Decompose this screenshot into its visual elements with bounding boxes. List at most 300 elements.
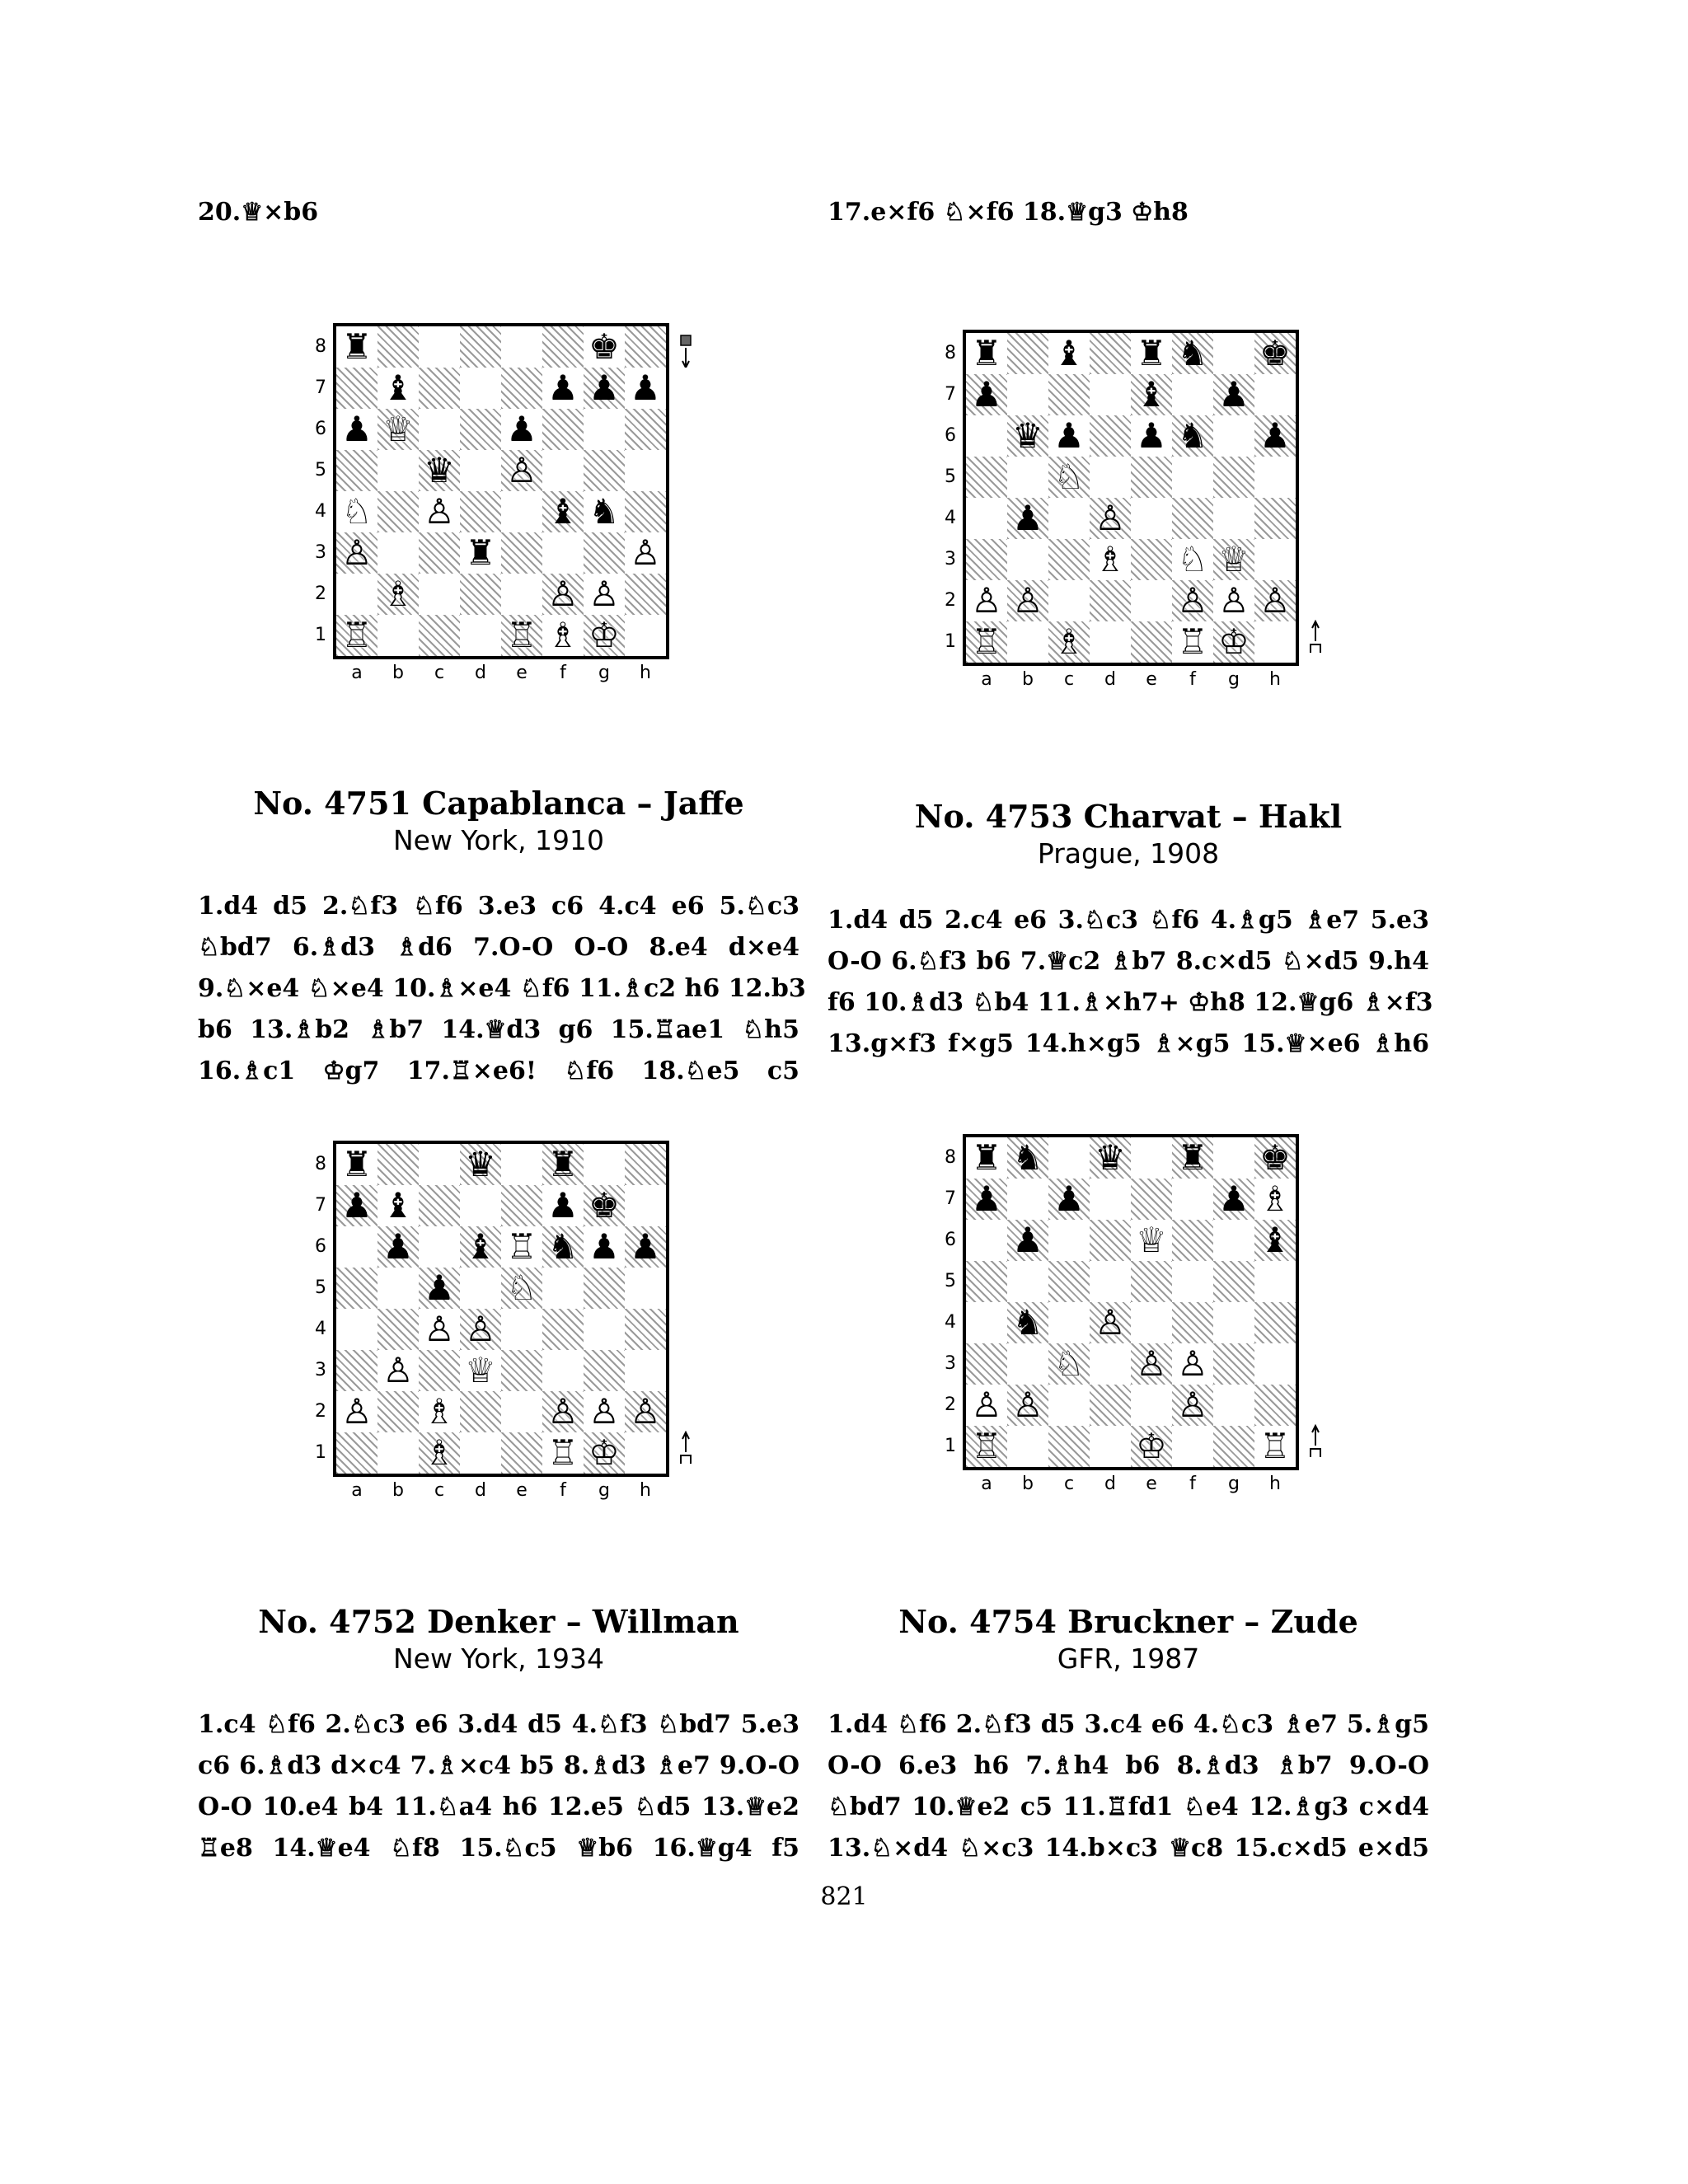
board-square [1090,621,1131,663]
board-square [419,1350,460,1391]
file-label: a [351,1480,363,1501]
board-square [501,326,542,368]
board-square [419,615,460,656]
move-list [828,1704,1429,1869]
chess-piece-c1: ♗ [424,1432,455,1473]
board-square [1131,1179,1172,1220]
chess-board [333,1141,669,1477]
white-to-move-icon [1307,1424,1324,1457]
chess-piece-g4: ♞ [588,491,620,532]
chess-piece-a2: ♙ [971,1385,1002,1425]
chess-piece-c3: ♘ [1053,1343,1085,1384]
file-label: g [1228,669,1240,690]
file-label: d [475,1480,486,1501]
move-line: 16.♗c1 ♔g7 17.♖×e6! ♘f6 18.♘e5 c5 [198,1057,799,1085]
board-square [625,450,666,491]
chess-piece-c5: ♘ [1053,457,1085,497]
board-square [1213,1220,1254,1261]
board-square [460,574,501,615]
file-label: f [1189,669,1196,690]
chess-piece-h2: ♙ [630,1391,661,1432]
board-square [1213,1302,1254,1343]
chess-piece-g1: ♔ [1218,621,1250,662]
board-square [542,1309,584,1350]
file-label: g [598,663,610,683]
rank-label: 5 [945,466,956,487]
chess-piece-c6: ♟ [1053,415,1085,456]
board-square [377,491,419,532]
move-line: 9.♘×e4 ♘×e4 10.♗×e4 ♘f6 11.♗c2 h6 12.b3 [198,974,806,1003]
move-line: c6 6.♗d3 d×c4 7.♗×c4 b5 8.♗d3 ♗e7 9.O-O [198,1751,799,1780]
file-label: c [1063,1474,1075,1494]
board-square [336,450,377,491]
chess-piece-h8: ♚ [1259,1137,1291,1178]
board-square [1213,1261,1254,1302]
board-square [1254,457,1296,498]
page-number: 821 [820,1882,868,1911]
board-square [336,368,377,409]
board-square [1172,1426,1213,1467]
file-label: e [1146,1474,1157,1494]
chess-piece-g2: ♙ [588,1391,620,1432]
board-square [584,409,625,450]
chess-piece-d4: ♙ [465,1309,496,1349]
board-square [1007,457,1048,498]
file-label: h [1269,669,1281,690]
board-square [1254,539,1296,580]
board-square [1213,333,1254,374]
chess-piece-f2: ♙ [547,574,579,614]
board-square [1254,498,1296,539]
rank-label: 6 [945,425,956,446]
rank-label: 4 [945,508,956,528]
rank-label: 8 [315,336,326,357]
board-square [377,1144,419,1185]
rank-label: 7 [945,384,956,405]
chess-piece-h6: ♟ [1259,415,1291,456]
board-square [377,615,419,656]
chess-board [333,323,669,659]
board-square [1254,1302,1296,1343]
rank-label: 4 [315,1319,326,1339]
board-square [1213,1137,1254,1179]
chess-piece-f6: ♞ [1177,415,1208,456]
rank-label: 5 [315,460,326,480]
chess-piece-a1: ♖ [971,1426,1002,1466]
move-line: ♖e8 14.♕e4 ♘f8 15.♘c5 ♕b6 16.♕g4 f5 [198,1834,799,1863]
chess-piece-h1: ♖ [1259,1426,1291,1466]
board-square [460,1185,501,1226]
board-square [1007,1343,1048,1385]
board-square [1131,1137,1172,1179]
rank-label: 7 [945,1188,956,1209]
file-label: h [640,663,651,683]
chess-piece-f4: ♝ [547,491,579,532]
board-square [501,1432,542,1474]
chess-piece-b6: ♟ [1012,1220,1043,1260]
board-square [377,1268,419,1309]
file-label: d [1104,669,1116,690]
board-square [1090,1261,1131,1302]
chess-piece-d3: ♗ [1095,539,1126,579]
chess-piece-f7: ♟ [547,1185,579,1226]
board-square [1172,1261,1213,1302]
board-square [584,1309,625,1350]
chess-piece-e7: ♝ [1136,374,1167,415]
chess-piece-d3: ♜ [465,532,496,573]
board-square [1213,415,1254,457]
chess-piece-a1: ♖ [971,621,1002,662]
board-square [966,457,1007,498]
black-to-move-icon [678,335,694,368]
rank-label: 1 [945,1436,956,1456]
chess-piece-e1: ♔ [1136,1426,1167,1466]
move-line: 1.c4 ♘f6 2.♘c3 e6 3.d4 d5 4.♘f3 ♘bd7 5.e3 [198,1710,799,1739]
file-label: d [1104,1474,1116,1494]
board-square [1048,1261,1090,1302]
board-square [1048,374,1090,415]
chess-piece-d4: ♙ [1095,498,1126,538]
move-line: 1.d4 ♘f6 2.♘f3 d5 3.c4 e6 4.♘c3 ♗e7 5.♗g5 [828,1710,1429,1739]
board-square [460,409,501,450]
rank-label: 1 [945,631,956,652]
chess-piece-b2: ♙ [1012,580,1043,621]
rank-label: 3 [945,549,956,569]
board-square [1213,1426,1254,1467]
board-square [1131,621,1172,663]
board-square [460,1391,501,1432]
chess-piece-c1: ♗ [1053,621,1085,662]
board-square [542,1350,584,1391]
move-line: 1.d4 d5 2.c4 e6 3.♘c3 ♘f6 4.♗g5 ♗e7 5.e3 [828,906,1429,935]
board-square [584,450,625,491]
chess-piece-f2: ♙ [547,1391,579,1432]
chess-piece-a1: ♖ [341,615,373,655]
board-square [1172,498,1213,539]
chess-piece-a2: ♙ [341,1391,373,1432]
rank-label: 3 [315,1360,326,1380]
board-square [966,1261,1007,1302]
board-square [336,1309,377,1350]
board-square [501,368,542,409]
chess-piece-e5: ♘ [506,1268,537,1308]
chess-piece-e5: ♙ [506,450,537,490]
board-square [460,326,501,368]
chess-piece-b6: ♟ [382,1226,414,1267]
chess-piece-f1: ♗ [547,615,579,655]
board-square [1090,1343,1131,1385]
chess-piece-d8: ♛ [1095,1137,1126,1178]
rank-label: 1 [315,1442,326,1463]
board-square [542,409,584,450]
chess-piece-a4: ♘ [341,491,373,532]
board-square [1048,498,1090,539]
file-label: e [516,1480,528,1501]
board-square [1007,1179,1048,1220]
chess-piece-c8: ♝ [1053,333,1085,373]
board-square [1048,580,1090,621]
rank-label: 5 [945,1271,956,1291]
file-label: f [1189,1474,1196,1494]
board-square [1131,1302,1172,1343]
rank-label: 7 [315,377,326,398]
board-square [460,368,501,409]
chess-piece-b6: ♕ [382,409,414,449]
file-label: e [516,663,528,683]
chess-piece-a8: ♜ [971,1137,1002,1178]
chess-piece-h8: ♚ [1259,333,1291,373]
board-square [1213,1343,1254,1385]
board-square [377,532,419,574]
chess-piece-d8: ♛ [465,1144,496,1184]
board-square [1131,498,1172,539]
chess-piece-b3: ♙ [382,1350,414,1390]
chess-piece-a7: ♟ [971,1179,1002,1219]
board-square [966,1220,1007,1261]
move-line: 1.d4 d5 2.♘f3 ♘f6 3.e3 c6 4.c4 e6 5.♘c3 [198,892,799,921]
board-square [1172,1179,1213,1220]
board-square [625,409,666,450]
board-square [625,574,666,615]
chess-piece-h6: ♟ [630,1226,661,1267]
board-square [419,1226,460,1268]
chess-piece-e6: ♖ [506,1226,537,1267]
board-square [460,615,501,656]
board-square [336,1432,377,1474]
chess-piece-e6: ♕ [1136,1220,1167,1260]
white-to-move-icon [678,1431,694,1464]
board-square [625,1309,666,1350]
chess-piece-a8: ♜ [341,326,373,367]
chess-board [963,330,1299,666]
board-square [1254,1385,1296,1426]
chess-piece-g2: ♙ [588,574,620,614]
file-label: b [392,1480,404,1501]
file-label: f [560,663,566,683]
chess-piece-c2: ♗ [424,1391,455,1432]
board-square [460,450,501,491]
board-square [419,574,460,615]
board-square [1090,1179,1131,1220]
board-square [625,491,666,532]
file-label: h [1269,1474,1281,1494]
rank-label: 1 [315,625,326,645]
board-square [336,574,377,615]
board-square [1090,580,1131,621]
move-line: f6 10.♗d3 ♘b4 11.♗×h7+ ♔h8 12.♕g6 ♗×f3 [828,988,1433,1017]
rank-label: 4 [945,1312,956,1333]
board-square [1172,1302,1213,1343]
move-list [198,1704,799,1869]
board-square [966,1343,1007,1385]
chess-piece-a8: ♜ [341,1144,373,1184]
board-square [625,1268,666,1309]
board-square [1172,457,1213,498]
chess-piece-c4: ♙ [424,491,455,532]
file-label: g [598,1480,610,1501]
board-square [419,1144,460,1185]
file-label: c [434,1480,445,1501]
file-label: a [351,663,363,683]
board-square [1172,374,1213,415]
board-square [1213,457,1254,498]
board-square [460,491,501,532]
chess-piece-a8: ♜ [971,333,1002,373]
board-square [1213,498,1254,539]
chess-piece-g8: ♚ [588,326,620,367]
board-square [1007,374,1048,415]
chess-piece-f7: ♟ [547,368,579,408]
board-square [1213,1385,1254,1426]
board-square [1090,1426,1131,1467]
board-square [377,1391,419,1432]
game-event: GFR, 1987 [1057,1643,1200,1675]
board-square [584,532,625,574]
rank-label: 6 [315,1236,326,1257]
chess-piece-f2: ♙ [1177,580,1208,621]
board-square [1007,621,1048,663]
board-square [1131,1385,1172,1426]
chess-piece-f2: ♙ [1177,1385,1208,1425]
file-label: g [1228,1474,1240,1494]
chess-piece-f1: ♖ [1177,621,1208,662]
chess-piece-g7: ♚ [588,1185,620,1226]
game-heading: No. 4753 Charvat – Hakl [914,798,1343,835]
rank-label: 4 [315,501,326,522]
board-square [1131,580,1172,621]
board-square [377,1309,419,1350]
chess-piece-d4: ♙ [1095,1302,1126,1343]
board-square [966,415,1007,457]
rank-label: 3 [945,1353,956,1374]
board-square [419,409,460,450]
file-label: a [981,669,992,690]
board-square [1048,1426,1090,1467]
board-square [501,532,542,574]
board-square [542,1268,584,1309]
chess-piece-f3: ♘ [1177,539,1208,579]
chess-piece-g1: ♔ [588,1432,620,1473]
board-square [1172,1220,1213,1261]
board-square [625,1350,666,1391]
chess-piece-b7: ♝ [382,1185,414,1226]
chess-piece-h7: ♗ [1259,1179,1291,1219]
file-label: h [640,1480,651,1501]
board-square [501,1350,542,1391]
board-square [1048,1385,1090,1426]
board-square [377,326,419,368]
chess-piece-c4: ♙ [424,1309,455,1349]
move-line: ♘bd7 10.♕e2 c5 11.♖fd1 ♘e4 12.♗g3 c×d4 [828,1793,1429,1821]
board-square [419,326,460,368]
board-square [542,326,584,368]
board-square [625,1144,666,1185]
board-square [419,532,460,574]
file-label: e [1146,669,1157,690]
move-line: O-O 6.♘f3 b6 7.♕c2 ♗b7 8.c×d5 ♘×d5 9.h4 [828,947,1429,976]
game-heading: No. 4754 Bruckner – Zude [898,1603,1358,1640]
chess-piece-e1: ♖ [506,615,537,655]
chess-piece-b7: ♝ [382,368,414,408]
board-square [1090,457,1131,498]
chess-piece-g7: ♟ [1218,1179,1250,1219]
board-square [966,498,1007,539]
chess-piece-f1: ♖ [547,1432,579,1473]
chess-piece-g1: ♔ [588,615,620,655]
prelude-move: 20.♕×b6 [198,198,319,227]
chess-piece-a7: ♟ [971,374,1002,415]
board-square [966,1302,1007,1343]
rank-label: 3 [315,542,326,563]
board-square [1254,1261,1296,1302]
board-square [1048,539,1090,580]
chess-piece-g6: ♟ [588,1226,620,1267]
chess-piece-b4: ♞ [1012,1302,1043,1343]
chess-board [963,1134,1299,1470]
file-label: b [1022,669,1034,690]
file-label: c [434,663,445,683]
chess-piece-h7: ♟ [630,368,661,408]
board-square [1007,539,1048,580]
board-square [377,450,419,491]
board-square [501,574,542,615]
file-label: c [1063,669,1075,690]
chess-piece-g3: ♕ [1218,539,1250,579]
file-label: d [475,663,486,683]
chess-piece-b2: ♗ [382,574,414,614]
rank-label: 8 [945,1147,956,1168]
rank-label: 2 [945,1394,956,1415]
board-square [501,491,542,532]
board-square [584,1268,625,1309]
board-square [419,1185,460,1226]
board-square [1254,374,1296,415]
chess-piece-a7: ♟ [341,1185,373,1226]
board-square [1007,1261,1048,1302]
board-square [542,450,584,491]
rank-label: 6 [945,1230,956,1250]
chess-piece-e6: ♟ [506,409,537,449]
chess-piece-h2: ♙ [1259,580,1291,621]
rank-label: 5 [315,1277,326,1298]
chess-piece-f8: ♜ [1177,1137,1208,1178]
game-event: New York, 1910 [392,824,605,856]
board-square [1007,1426,1048,1467]
move-line: ♘bd7 6.♗d3 ♗d6 7.O-O O-O 8.e4 d×e4 [198,933,799,962]
board-square [625,615,666,656]
game-event: New York, 1934 [392,1643,605,1675]
board-square [584,1350,625,1391]
chess-piece-b2: ♙ [1012,1385,1043,1425]
board-square [542,532,584,574]
chess-piece-g2: ♙ [1218,580,1250,621]
chess-piece-c5: ♛ [424,450,455,490]
board-square [1131,539,1172,580]
board-square [625,1432,666,1474]
move-line: 13.♘×d4 ♘×c3 14.b×c3 ♕c8 15.c×d5 e×d5 [828,1834,1429,1863]
board-square [501,1185,542,1226]
rank-label: 2 [315,583,326,604]
board-square [419,368,460,409]
chess-piece-d6: ♝ [465,1226,496,1267]
move-line: O-O 10.e4 b4 11.♘a4 h6 12.e5 ♘d5 13.♕e2 [198,1793,799,1821]
game-heading: No. 4752 Denker – Willman [258,1603,739,1640]
move-line: 13.g×f3 f×g5 14.h×g5 ♗×g5 15.♕×e6 ♗h6 [828,1029,1429,1058]
chess-piece-e6: ♟ [1136,415,1167,456]
board-square [1090,333,1131,374]
board-square [336,1226,377,1268]
move-list [828,900,1433,1065]
